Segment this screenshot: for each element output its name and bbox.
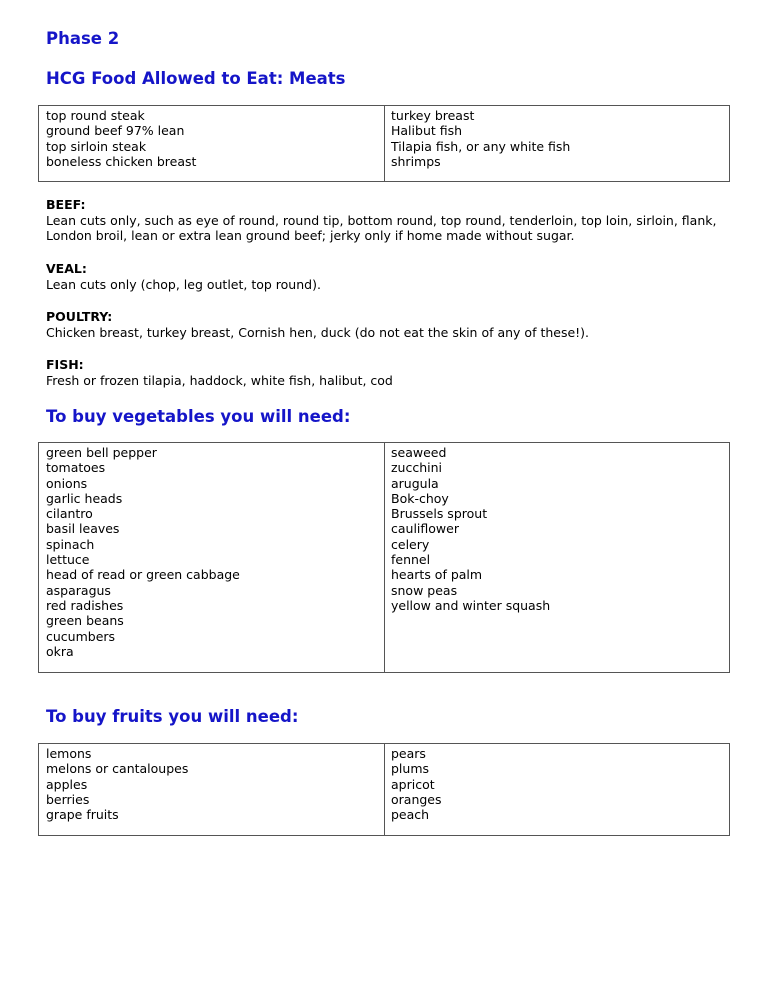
fruits-left-column (39, 744, 385, 835)
list-item: red radishes (46, 597, 124, 613)
vegetables-heading: To buy vegetables you will need: (46, 407, 351, 426)
vegetables-left-column (39, 443, 385, 672)
list-item: hearts of palm (391, 567, 483, 583)
list-item: Tilapia fish, or any white fish (391, 138, 571, 154)
list-item: lemons (46, 746, 92, 761)
veal-text: Lean cuts only (chop, leg outlet, top round). (46, 276, 321, 292)
list-item: arugula (391, 475, 439, 491)
list-item: snow peas (391, 582, 458, 598)
meats-table (38, 105, 730, 182)
list-item: okra (46, 643, 74, 659)
list-item: top sirloin steak (46, 138, 147, 154)
beef-label: BEEF: (46, 197, 86, 212)
list-item: cauliflower (391, 521, 459, 537)
list-item: ground beef 97% lean (46, 123, 185, 139)
list-item: shrimps (391, 153, 441, 169)
list-item: garlic heads (46, 490, 123, 506)
list-item: yellow and winter squash (391, 597, 551, 613)
list-item: zucchini (391, 460, 443, 476)
fruits-table (38, 743, 730, 836)
list-item: pears (391, 746, 426, 761)
fish-text: Fresh or frozen tilapia, haddock, white fish, halibut, cod (46, 372, 393, 388)
list-item: apples (46, 776, 88, 792)
fish-label: FISH: (46, 357, 84, 372)
beef-text: Lean cuts only, such as eye of round, round tip, bottom round, top round, tenderloin, top loin, sirloin, flank, London broil, lean or extra lean ground beef; jerky only if home made without sugar. (46, 212, 717, 244)
list-item: Brussels sprout (391, 506, 488, 522)
list-item: cucumbers (46, 628, 116, 644)
list-item: grape fruits (46, 807, 119, 823)
list-item: cilantro (46, 506, 93, 522)
veal-label: VEAL: (46, 261, 87, 276)
list-item: boneless chicken breast (46, 153, 197, 169)
list-item: head of read or green cabbage (46, 567, 240, 583)
list-item: Halibut fish (391, 123, 463, 139)
list-item: spinach (46, 536, 95, 552)
list-item: green beans (46, 613, 124, 629)
list-item: oranges (391, 791, 442, 807)
list-item: basil leaves (46, 521, 120, 537)
meats-heading: HCG Food Allowed to Eat: Meats (46, 69, 346, 88)
poultry-label: POULTRY: (46, 309, 113, 324)
list-item: lettuce (46, 552, 90, 568)
phase-title: Phase 2 (46, 29, 120, 48)
list-item: green bell pepper (46, 445, 157, 460)
meats-right-column (385, 106, 729, 181)
list-item: peach (391, 807, 430, 823)
list-item: onions (46, 475, 88, 491)
fruits-right-column (385, 744, 729, 835)
list-item: plums (391, 761, 430, 777)
list-item: celery (391, 536, 430, 552)
fruits-heading: To buy fruits you will need: (46, 707, 299, 726)
list-item: apricot (391, 776, 435, 792)
list-item: top round steak (46, 108, 145, 123)
vegetables-right-column (385, 443, 729, 672)
vegetables-table (38, 442, 730, 673)
list-item: fennel (391, 552, 431, 568)
meats-left-column (39, 106, 385, 181)
list-item: seaweed (391, 445, 447, 460)
list-item: turkey breast (391, 108, 475, 123)
list-item: melons or cantaloupes (46, 761, 189, 777)
poultry-text: Chicken breast, turkey breast, Cornish hen, duck (do not eat the skin of any of these!). (46, 324, 590, 340)
list-item: asparagus (46, 582, 111, 598)
list-item: Bok-choy (391, 490, 449, 506)
list-item: tomatoes (46, 460, 106, 476)
poultry-section (46, 309, 736, 340)
veal-section (46, 261, 736, 292)
beef-section (46, 197, 736, 244)
fish-section (46, 357, 736, 388)
list-item: berries (46, 791, 90, 807)
